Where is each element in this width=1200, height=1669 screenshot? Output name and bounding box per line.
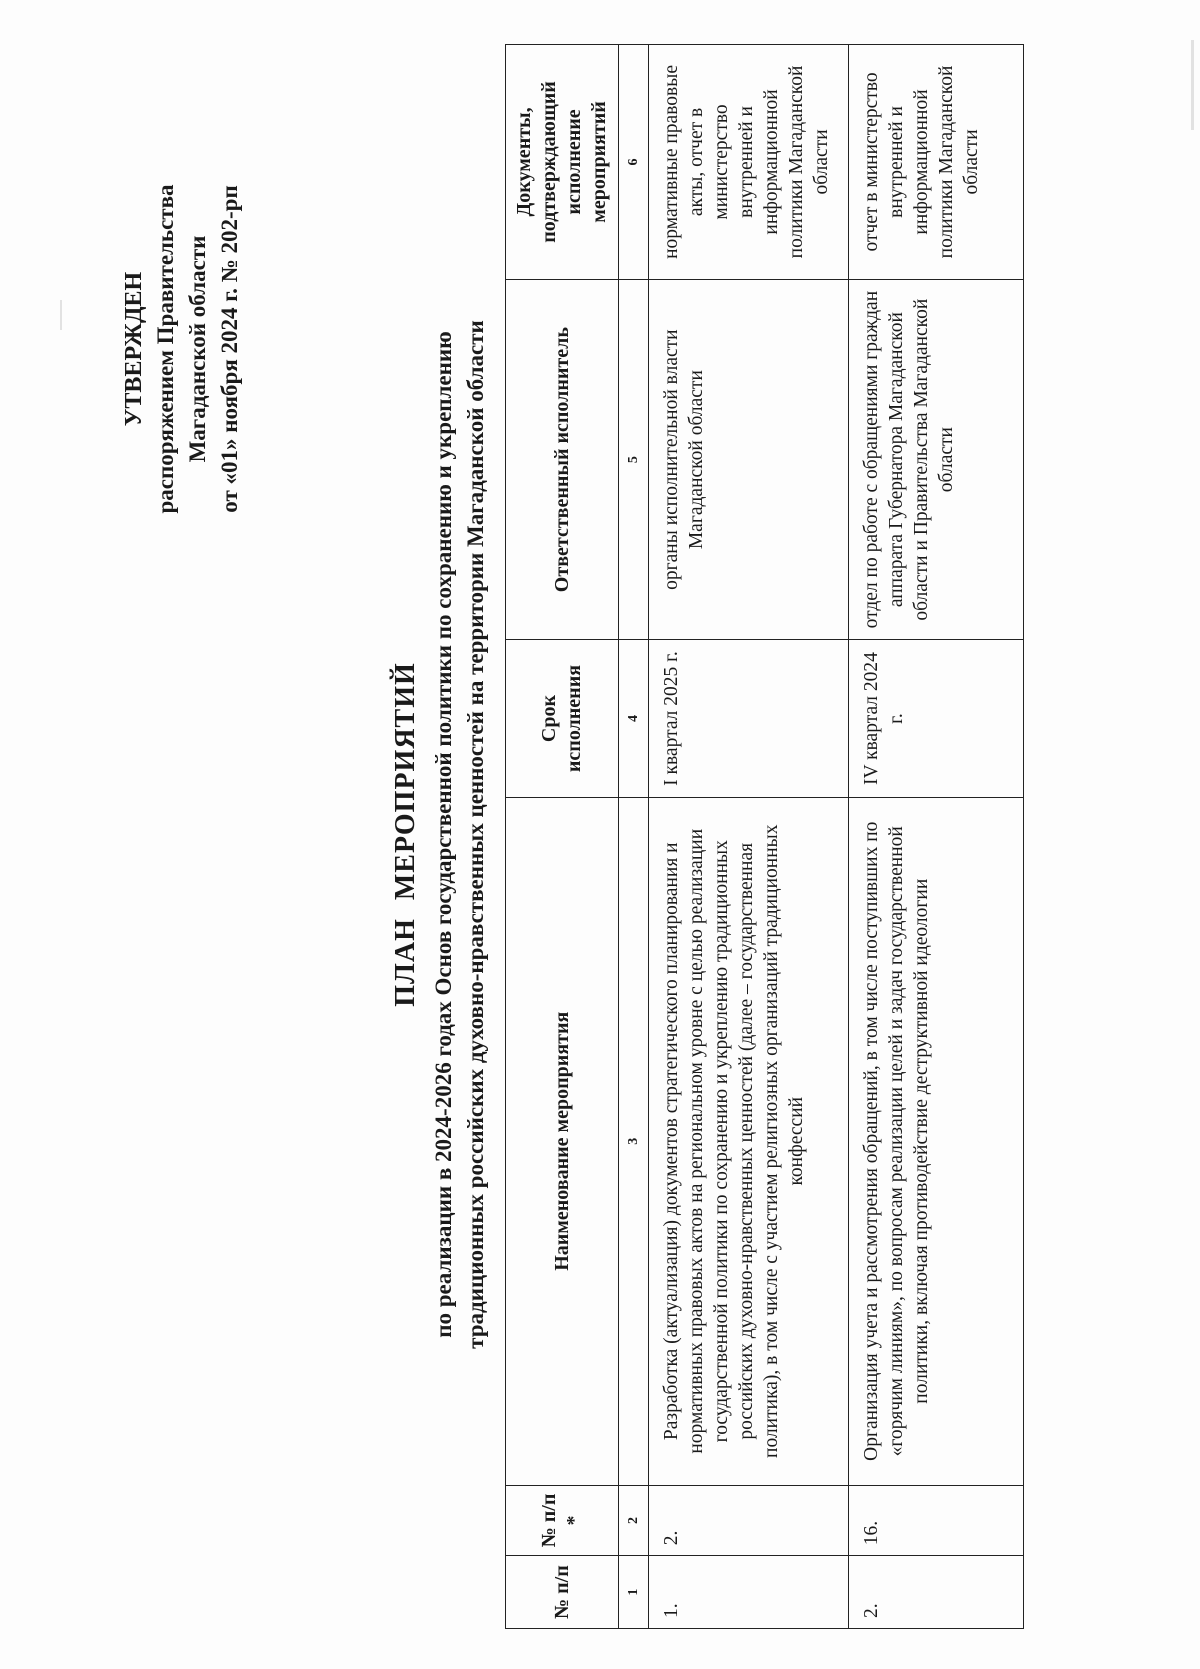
row-num: 1. bbox=[649, 1556, 849, 1629]
approval-title: УТВЕРЖДЕН bbox=[121, 271, 147, 427]
approval-line-1: распоряжением Правительства bbox=[153, 184, 178, 514]
table-row bbox=[849, 45, 1024, 1629]
row-name: Организация учета и рассмотрения обращений, в том числе поступивших по «горячим линиям», по вопросам реализации целей и задач государственной политики, включая противодействие деструктивной идеологии bbox=[849, 797, 1024, 1485]
plan-heading bbox=[390, 0, 492, 1669]
header-num-star: № п/п * bbox=[506, 1485, 619, 1555]
header-num: № п/п bbox=[506, 1556, 619, 1629]
row-documents: отчет в министерство внутренней и информационной политики Магаданской области bbox=[849, 45, 1024, 280]
approval-line-2: Магаданской области bbox=[185, 235, 210, 463]
table-row bbox=[649, 45, 849, 1629]
header-documents: Документы, подтверждающий исполнение мероприятий bbox=[506, 45, 619, 280]
header-term: Срок исполнения bbox=[506, 640, 619, 797]
column-number-row bbox=[619, 45, 649, 1629]
row-num: 2. bbox=[849, 1556, 1024, 1629]
row-executor: отдел по работе с обращениями граждан аппарата Губернатора Магаданской области и Правительства Магаданской области bbox=[849, 279, 1024, 639]
row-documents: нормативные правовые акты, отчет в министерство внутренней и информационной политики Магаданской области bbox=[649, 45, 849, 280]
plan-table bbox=[505, 44, 1024, 1629]
column-number: 3 bbox=[619, 797, 649, 1485]
plan-subtitle-line-1: по реализации в 2024-2026 годах Основ государственной политики по сохранению и укреплению bbox=[431, 331, 456, 1338]
column-number: 5 bbox=[619, 279, 649, 639]
header-name: Наименование мероприятия bbox=[506, 797, 619, 1485]
column-number: 2 bbox=[619, 1485, 649, 1555]
column-number: 4 bbox=[619, 640, 649, 797]
row-num-star: 16. bbox=[849, 1485, 1024, 1555]
column-number: 6 bbox=[619, 45, 649, 280]
column-number: 1 bbox=[619, 1556, 649, 1629]
approval-line-3: от «01» ноября 2024 г. № 202-рп bbox=[217, 185, 242, 513]
header-executor: Ответственный исполнитель bbox=[506, 279, 619, 639]
table-header-row bbox=[506, 45, 619, 1629]
row-executor: органы исполнительной власти Магаданской области bbox=[649, 279, 849, 639]
plan-title: ПЛАН МЕРОПРИЯТИЙ bbox=[390, 662, 421, 1007]
row-name: Разработка (актуализация) документов стратегического планирования и нормативных правовых актов на региональном уровне с целью реализации государственной политики по сохранению и укреплению традиционных российских духовно-нравственных ценностей (далее – государственная политика), в том числе с участием религиозных организаций традиционных конфессий bbox=[649, 797, 849, 1485]
row-term: I квартал 2025 г. bbox=[649, 640, 849, 797]
approval-block bbox=[118, 139, 246, 559]
plan-subtitle-line-2: традиционных российских духовно-нравственных ценностей на территории Магаданской области bbox=[463, 320, 488, 1349]
row-num-star: 2. bbox=[649, 1485, 849, 1555]
row-term: IV квартал 2024 г. bbox=[849, 640, 1024, 797]
